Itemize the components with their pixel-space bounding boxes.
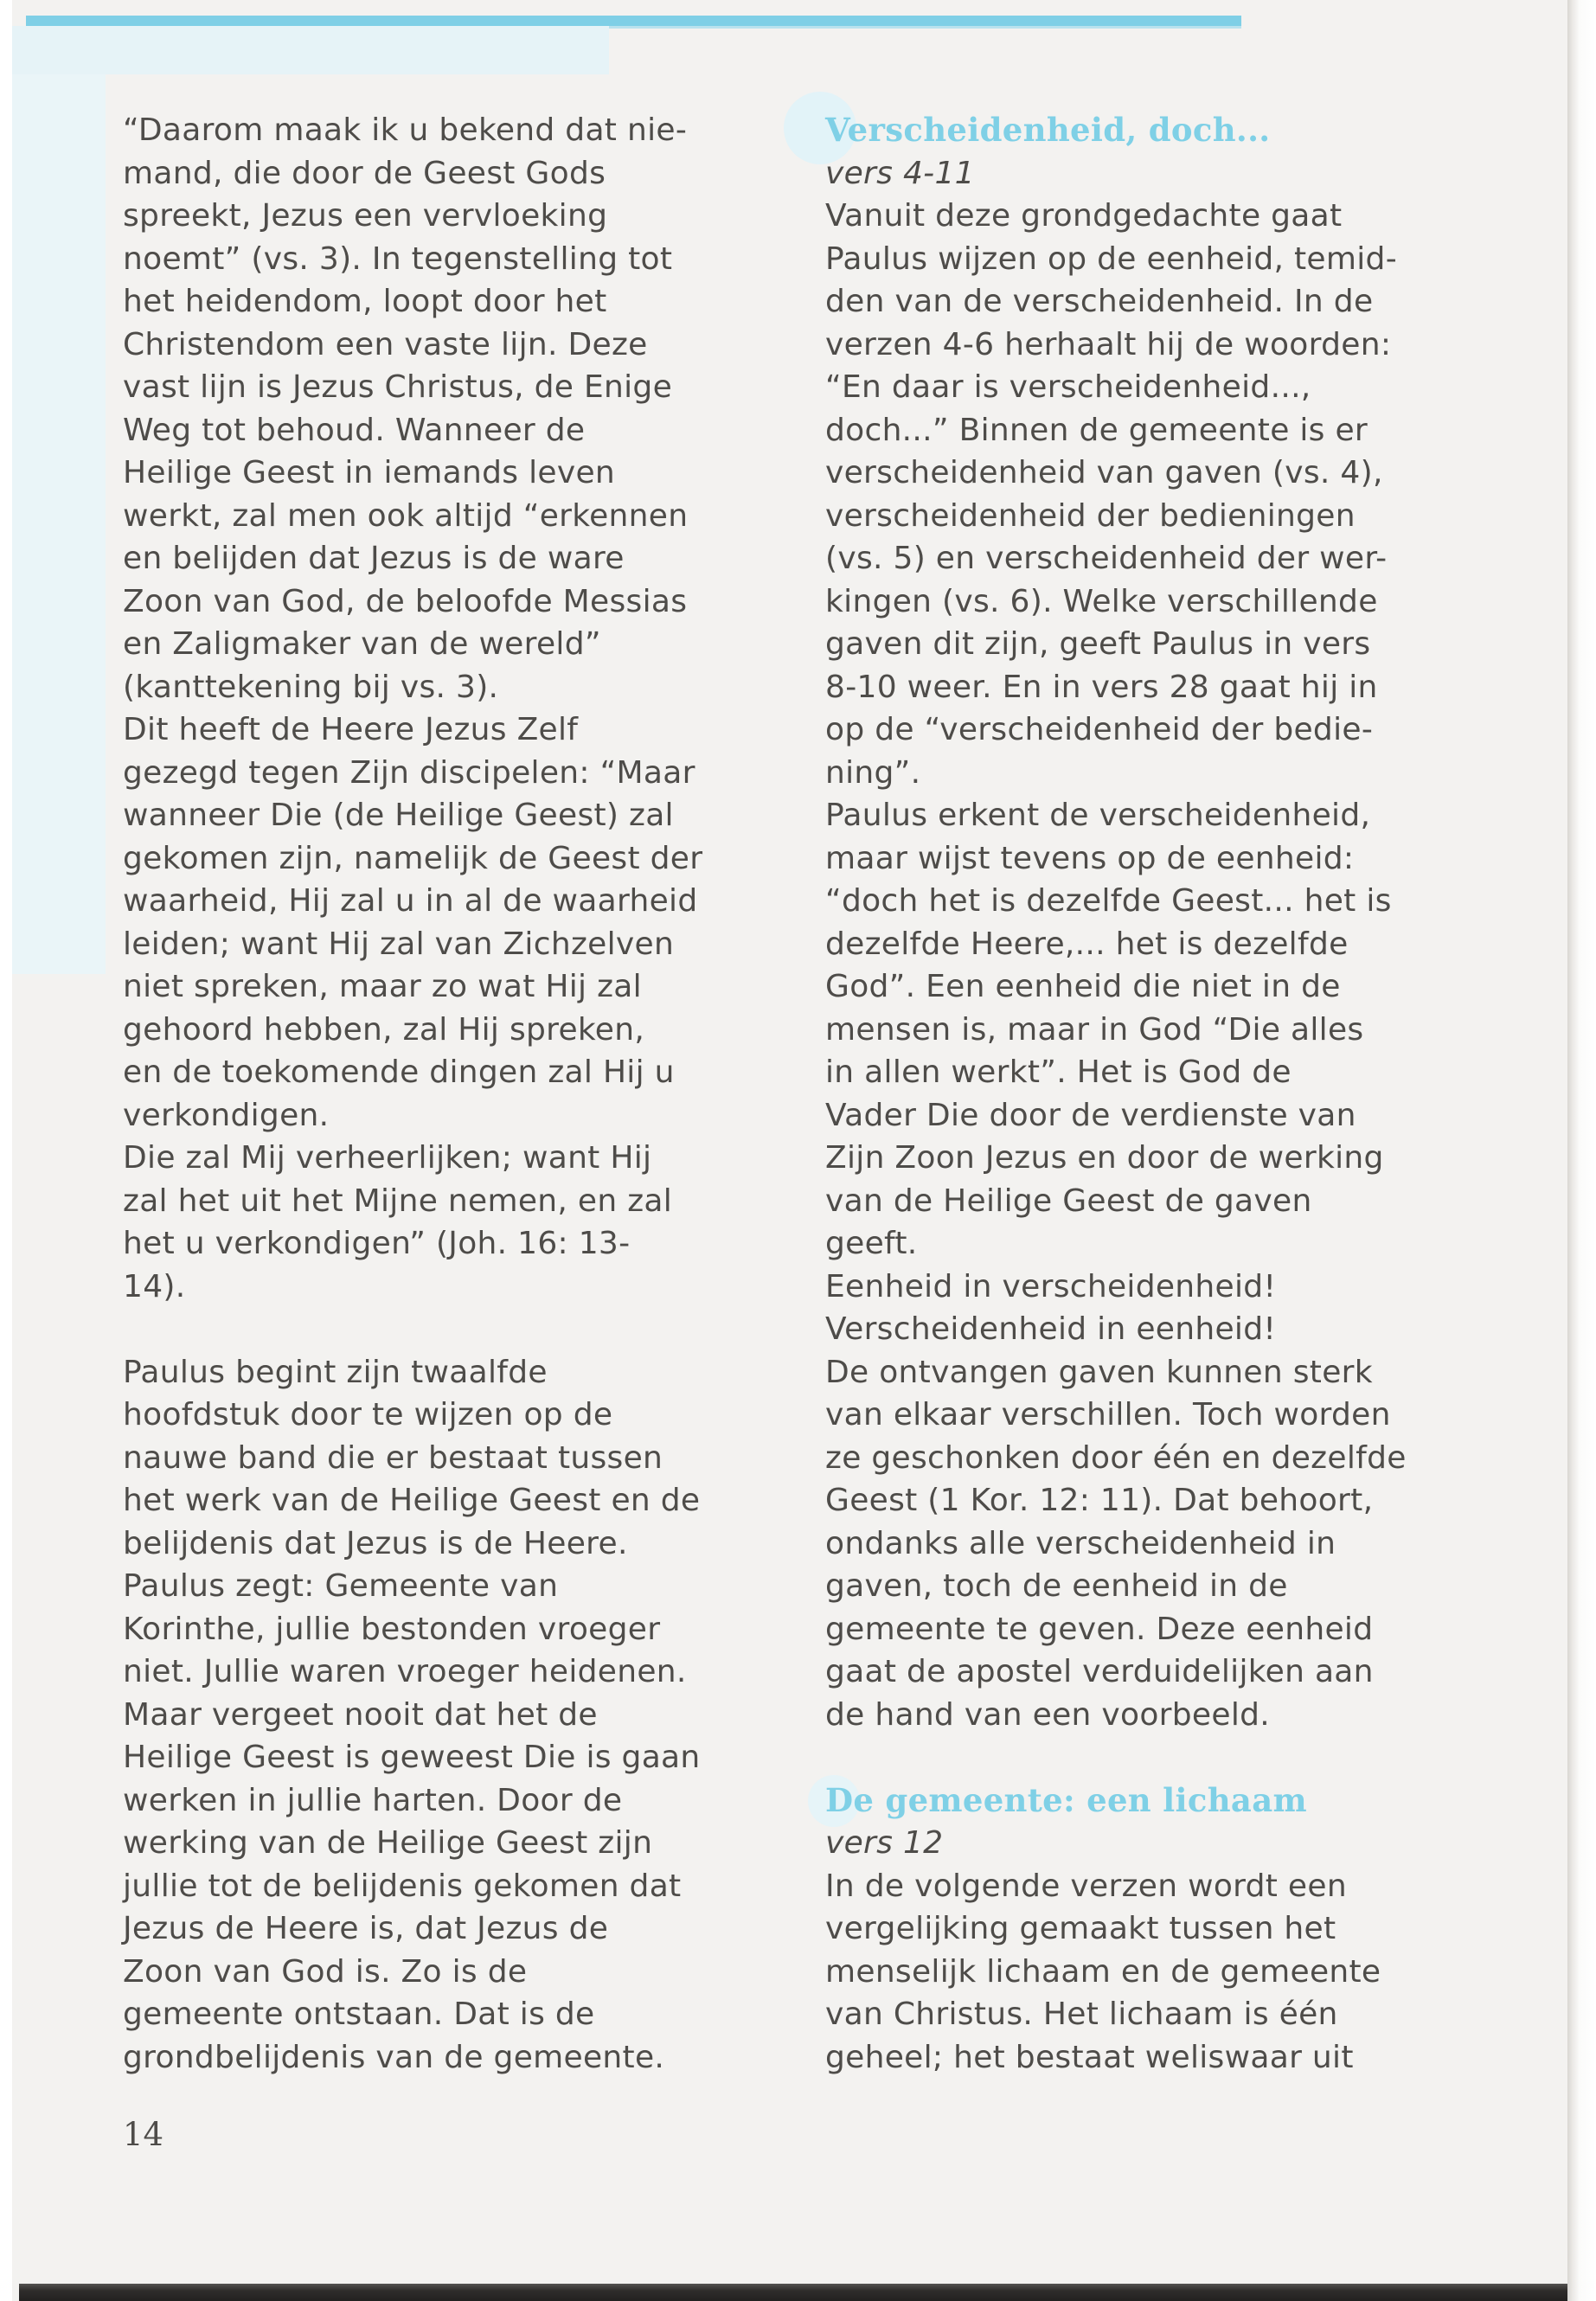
text-line: de hand van een voorbeeld. (825, 1696, 1271, 1733)
text-line: verscheidenheid van gaven (vs. 4), (825, 455, 1383, 490)
text-line: gemeente te geven. Deze eenheid (825, 1611, 1374, 1647)
text-line: geheel; het bestaat weliswaar uit (825, 2039, 1354, 2075)
section-subheading-verses-4-11: vers 4-11 (825, 155, 975, 191)
text-line: van elkaar verschillen. Toch worden (825, 1397, 1391, 1433)
text-line: Zoon van God, de beloofde Messias (123, 583, 688, 619)
page-gutter-edge (1567, 0, 1596, 2301)
header-tint-band (12, 26, 609, 74)
text-line: zal het uit het Mijne nemen, en zal (123, 1183, 673, 1219)
text-line: Heilige Geest is geweest Die is gaan (123, 1740, 701, 1775)
text-line: kingen (vs. 6). Welke verschillende (825, 583, 1378, 619)
text-line: Jezus de Heere is, dat Jezus de (123, 1911, 609, 1946)
text-line: gezegd tegen Zijn discipelen: “Maar (123, 754, 695, 791)
book-page (12, 0, 1567, 2301)
text-line: grondbelijdenis van de gemeente. (123, 2039, 665, 2075)
text-line: maar wijst tevens op de eenheid: (825, 840, 1355, 876)
text-line: “Daarom maak ik u bekend dat nie- (123, 112, 688, 148)
text-line: Vader Die door de verdienste van (825, 1097, 1356, 1133)
text-line: Korinthe, jullie bestonden vroeger (123, 1611, 661, 1647)
paragraph-gap (123, 1308, 763, 1351)
text-line: werkt, zal men ook altijd “erkennen (123, 497, 689, 534)
text-line: Die zal Mij verheerlijken; want Hij (123, 1140, 652, 1176)
text-line: De ontvangen gaven kunnen sterk (825, 1354, 1373, 1390)
text-line: gemeente ontstaan. Dat is de (123, 1997, 595, 2032)
text-line: (vs. 5) en verscheidenheid der wer- (825, 541, 1388, 576)
text-line: “doch het is dezelfde Geest... het is (825, 883, 1392, 919)
text-line: niet. Jullie waren vroeger heidenen. (123, 1654, 687, 1689)
text-line: Zijn Zoon Jezus en door de werking (825, 1140, 1384, 1176)
text-line: Paulus begint zijn twaalfde (123, 1354, 548, 1390)
text-line: en Zaligmaker van de wereld” (123, 626, 601, 662)
text-line: Vanuit deze grondgedachte gaat (825, 198, 1343, 234)
text-line: vergelijking gemaakt tussen het (825, 1911, 1336, 1946)
text-line: gekomen zijn, namelijk de Geest der (123, 840, 703, 876)
section-heading-verscheidenheid: Verscheidenheid, doch... (825, 111, 1271, 149)
section-body-verscheidenheid (825, 195, 1474, 1736)
section-subheading-vers-12: vers 12 (825, 1825, 944, 1861)
text-line: spreekt, Jezus een vervloeking (123, 198, 608, 234)
text-line: wanneer Die (de Heilige Geest) zal (123, 798, 674, 833)
text-line: van Christus. Het lichaam is één (825, 1997, 1338, 2032)
left-text-column (123, 109, 763, 2079)
paragraph-gap (825, 1736, 1474, 1779)
text-line: het werk van de Heilige Geest en de (123, 1483, 701, 1518)
text-line: belijdenis dat Jezus is de Heere. (123, 1525, 628, 1561)
text-line: God”. Een eenheid die niet in de (825, 969, 1341, 1004)
left-tint-strip (12, 74, 106, 974)
text-line: Heilige Geest in iemands leven (123, 455, 616, 490)
text-line: verkondigen. (123, 1097, 330, 1133)
text-line: mand, die door de Geest Gods (123, 155, 606, 191)
text-line: Eenheid in verscheidenheid! (825, 1268, 1277, 1304)
text-line: het heidendom, loopt door het (123, 284, 607, 319)
text-line: 8-10 weer. En in vers 28 gaat hij in (825, 669, 1378, 705)
text-line: leiden; want Hij zal van Zichzelven (123, 926, 675, 962)
text-line: ze geschonken door één en dezelfde (825, 1439, 1407, 1476)
text-line: Paulus zegt: Gemeente van (123, 1568, 559, 1604)
text-line: hoofdstuk door te wijzen op de (123, 1397, 613, 1433)
text-line: mensen is, maar in God “Die alles (825, 1011, 1364, 1048)
text-line: werking van de Heilige Geest zijn (123, 1825, 653, 1861)
text-line: Dit heeft de Heere Jezus Zelf (123, 712, 579, 747)
text-line: jullie tot de belijdenis gekomen dat (123, 1868, 682, 1904)
text-line: den van de verscheidenheid. In de (825, 284, 1374, 319)
text-line: Verscheidenheid in eenheid! (825, 1311, 1277, 1347)
text-line: gaat de apostel verduidelijken aan (825, 1654, 1374, 1689)
section-heading-gemeente-lichaam: De gemeente: een lichaam (825, 1780, 1307, 1819)
text-line: vast lijn is Jezus Christus, de Enige (123, 369, 673, 405)
text-line: (kanttekening bij vs. 3). (123, 669, 499, 705)
text-line: in allen werkt”. Het is God de (825, 1054, 1292, 1090)
right-text-column (825, 109, 1474, 2079)
text-line: op de “verscheidenheid der bedie- (825, 712, 1374, 747)
text-line: nauwe band die er bestaat tussen (123, 1439, 663, 1476)
text-line: dezelfde Heere,... het is dezelfde (825, 926, 1349, 962)
text-line: Christendom een vaste lijn. Deze (123, 326, 648, 362)
top-accent-bar (26, 16, 1241, 26)
text-line: noemt” (vs. 3). In tegenstelling tot (123, 240, 673, 277)
text-line: het u verkondigen” (Joh. 16: 13- (123, 1226, 631, 1261)
text-line: verscheidenheid der bedieningen (825, 497, 1356, 534)
text-line: niet spreken, maar zo wat Hij zal (123, 969, 642, 1004)
text-line: menselijk lichaam en de gemeente (825, 1953, 1381, 1990)
text-line: In de volgende verzen wordt een (825, 1868, 1347, 1904)
text-line: Paulus erkent de verscheidenheid, (825, 798, 1371, 833)
text-line: Maar vergeet nooit dat het de (123, 1696, 598, 1733)
text-line: Zoon van God is. Zo is de (123, 1953, 528, 1990)
text-line: geeft. (825, 1226, 918, 1261)
text-line: Paulus wijzen op de eenheid, temid- (825, 240, 1397, 277)
text-line: en de toekomende dingen zal Hij u (123, 1054, 675, 1090)
page-number: 14 (123, 2116, 164, 2153)
text-line: gaven, toch de eenheid in de (825, 1568, 1288, 1604)
text-line: verzen 4-6 herhaalt hij de woorden: (825, 326, 1392, 362)
text-line: 14). (123, 1268, 186, 1304)
text-line: werken in jullie harten. Door de (123, 1782, 623, 1818)
text-line: gaven dit zijn, geeft Paulus in vers (825, 626, 1371, 662)
text-line: ondanks alle verscheidenheid in (825, 1525, 1336, 1561)
text-line: van de Heilige Geest de gaven (825, 1183, 1312, 1219)
text-line: waarheid, Hij zal u in al de waarheid (123, 883, 698, 919)
text-line: Weg tot behoud. Wanneer de (123, 412, 586, 448)
text-line: en belijden dat Jezus is de ware (123, 541, 625, 576)
text-line: ning”. (825, 754, 921, 791)
text-line: doch...” Binnen de gemeente is er (825, 412, 1368, 448)
section-body-gemeente-lichaam (825, 1865, 1474, 2080)
text-line: “En daar is verscheidenheid..., (825, 369, 1311, 405)
text-line: Geest (1 Kor. 12: 11). Dat behoort, (825, 1483, 1374, 1518)
bottom-edge-shadow (19, 2284, 1567, 2301)
text-line: gehoord hebben, zal Hij spreken, (123, 1011, 645, 1048)
